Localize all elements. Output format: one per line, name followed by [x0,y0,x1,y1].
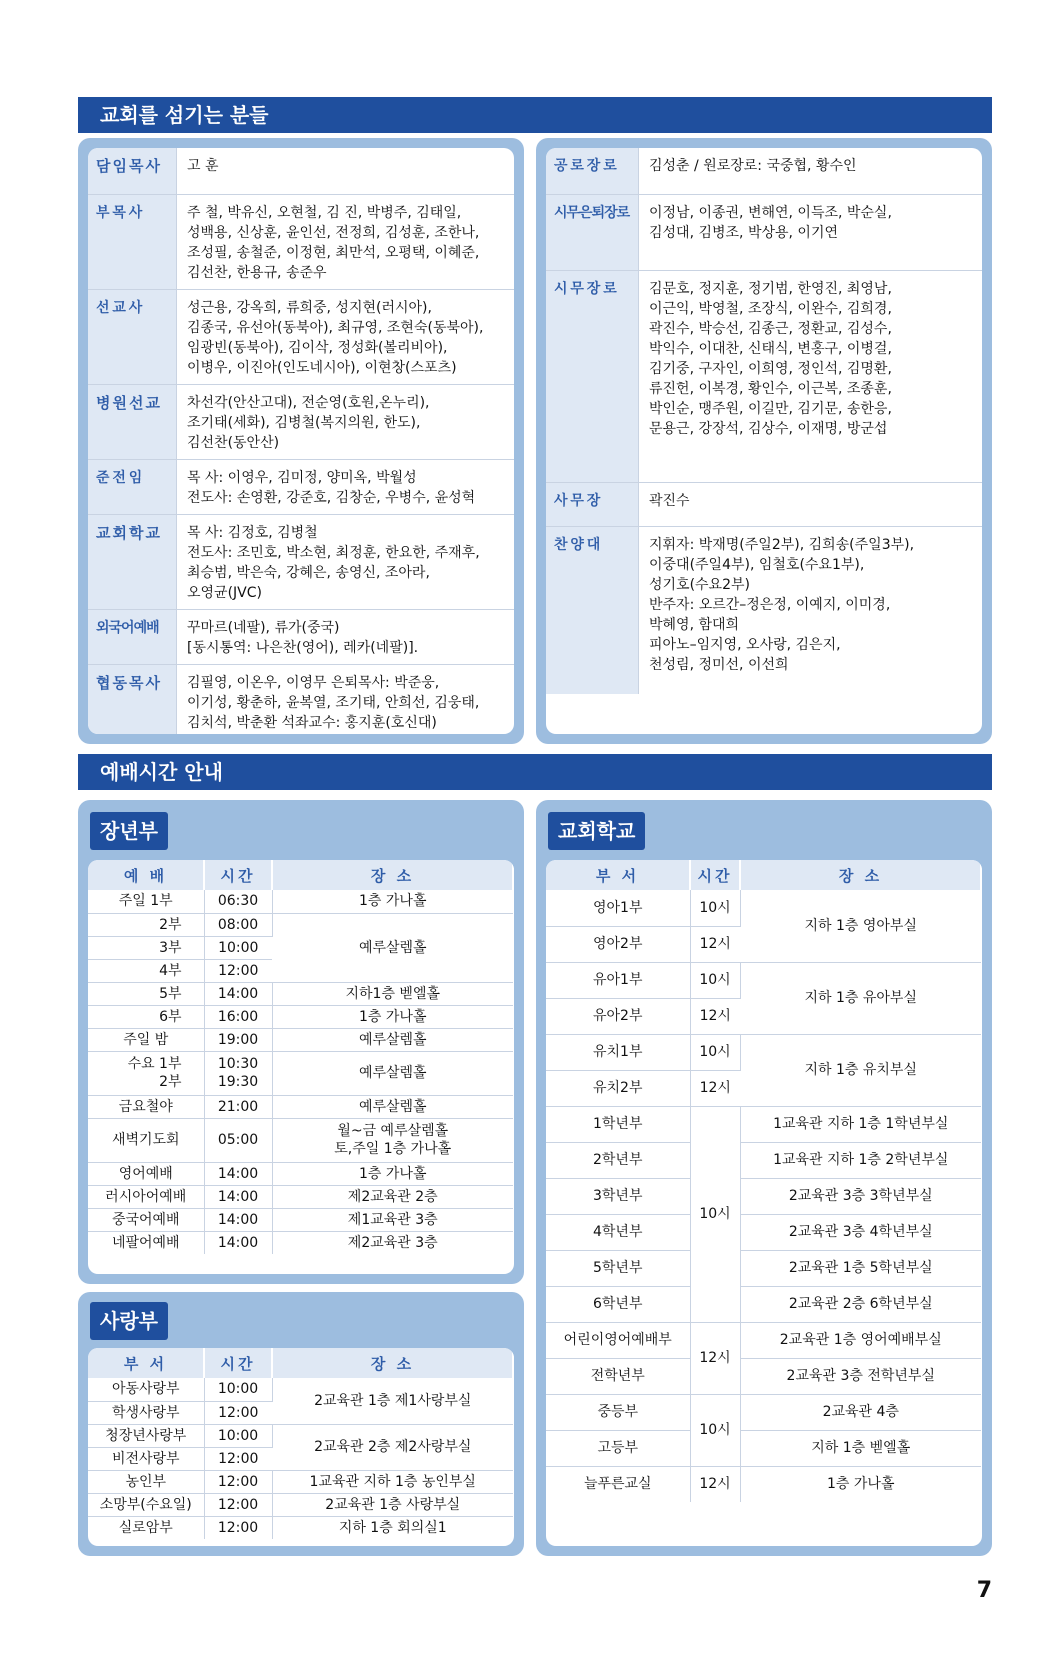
adult-place-cell: 예루살렘홀 [272,1051,513,1095]
school-time-cell: 10시 [690,890,740,926]
adult-name-cell: 주일 밤 [88,1028,204,1051]
adult-time-cell: 06:30 [204,890,272,913]
school-row [546,1358,981,1394]
adult-time-cell: 08:00 [204,913,272,936]
staff-label: 시무은퇴장로 [546,194,639,270]
school-name-cell: 영아1부 [546,890,690,926]
love-place-cell: 1교육관 지하 1층 농인부실 [272,1470,513,1493]
love-name-cell: 학생사랑부 [88,1401,204,1424]
staff-label: 공 로 장 로 [546,148,639,194]
adult-name-cell: 금요철야 [88,1095,204,1118]
adult-place-cell: 1층 가나홀 [272,890,513,913]
school-name-cell: 2학년부 [546,1142,690,1178]
adult-time-cell: 05:00 [204,1118,272,1162]
adult-time-cell: 10:30 19:30 [204,1051,272,1095]
staff-names: 이정남, 이종권, 변해연, 이득조, 박순실, 김성대, 김병조, 박상용, 이기연 [639,194,983,270]
staff-names: 김필영, 이온우, 이영무 은퇴목사: 박준웅, 이기성, 황춘하, 윤복열, 조기태, 안희선, 김웅태, 김치석, 박춘환 석좌교수: 홍지훈(호신대) [187,674,480,731]
love-name-cell: 비전사랑부 [88,1447,204,1470]
staff-label: 외국어예배 [88,609,177,664]
staff-names: 성근용, 강옥희, 류희중, 성지현(러시아), 김종국, 유선아(동북아), 최규영, 조현숙(동북아), 임광빈(동북아), 김이삭, 정성화(볼리비아), 이병우, 이진아(인도네시아), 이현창(스포츠) [177,289,515,384]
love-time-cell: 12:00 [204,1516,272,1539]
school-name-cell: 유치1부 [546,1034,690,1070]
school-time-cell: 12시 [690,998,740,1034]
school-row [546,1286,981,1322]
school-place-cell: 지하 1층 유아부실 [740,962,981,1034]
school-place-cell: 1교육관 지하 1층 2학년부실 [740,1142,981,1178]
school-name-cell: 유치2부 [546,1070,690,1106]
adult-name-cell: 6부 [88,1005,204,1028]
love-place-cell: 2교육관 1층 제1사랑부실 [272,1378,513,1424]
school-name-cell: 6학년부 [546,1286,690,1322]
staff-section-title: 교회를 섬기는 분들 [78,97,992,133]
school-place-cell: 2교육관 3층 전학년부실 [740,1358,981,1394]
staff-names: 곽진수 [639,482,983,526]
school-name-cell: 4학년부 [546,1214,690,1250]
school-place-cell: 1층 가나홀 [827,1476,895,1493]
staff-right-panel [536,138,992,744]
staff-row [88,664,514,734]
adult-time-cell: 12:00 [204,959,272,982]
adult-row [88,1028,513,1051]
school-time-cell: 10시 [690,962,740,998]
staff-names: 목 사: 김정호, 김병철 전도사: 조민호, 박소현, 최정훈, 한요한, 주재후, 최승범, 박은숙, 강혜은, 송영신, 조아라, 오영균(JVC) [177,514,515,609]
staff-row [88,289,514,384]
school-row [546,1322,981,1358]
adult-time-cell: 14:00 [204,982,272,1005]
adult-header-place: 장 소 [272,860,513,890]
adult-place-cell: 예루살렘홀 [272,1028,513,1051]
adult-name-cell: 네팔어예배 [88,1231,204,1254]
adult-name-cell: 중국어예배 [88,1208,204,1231]
adult-time-cell: 14:00 [204,1231,272,1254]
adult-place-cell: 1층 가나홀 [272,1005,513,1028]
adult-time-cell: 19:00 [204,1028,272,1051]
love-name-cell: 실로암부 [88,1516,204,1539]
staff-label: 부 목 사 [88,194,177,289]
staff-label: 교회학교 [88,514,177,609]
adult-place-cell: 월~금 예루살렘홀 토,주일 1층 가나홀 [272,1118,513,1162]
school-row [546,1250,981,1286]
staff-names: 고 훈 [177,148,515,194]
love-time-cell: 10:00 [204,1378,272,1401]
adult-row [88,1118,513,1162]
school-panel [536,800,992,1556]
school-place-cell: 2교육관 3층 3학년부실 [740,1178,981,1214]
staff-names: 목 사: 이영우, 김미정, 양미옥, 박월성 전도사: 손영환, 강준호, 김창순, 우병수, 윤성혁 [177,459,515,514]
staff-row [546,270,982,482]
staff-names: 꾸마르(네팔), 류가(중국) [동시통역: 나은찬(영어), 레카(네팔)]. [177,609,515,664]
love-name-cell: 소망부(수요일) [88,1493,204,1516]
staff-row [546,148,982,194]
staff-label: 시 무 장 로 [546,270,639,482]
love-time-cell: 10:00 [204,1424,272,1447]
staff-names: 김문호, 정지훈, 정기범, 한영진, 최영남, 이근익, 박영철, 조장식, 이완수, 김희경, 곽진수, 박승선, 김종근, 정환교, 김성수, 박익수, 이대찬, 신태식, 변홍구, 이병걸, 김기중, 구자인, 이희영, 정인석, 김명환, 류진헌, 이복경, 황인수, 이근복, 조종훈, 박인순, 맹주원, 이길만, 김기문, 송한응, 문용근, 강장석, 김상수, 이재명, 방군섭 [639,270,983,482]
adult-name-cell: 주일 1부 [88,890,204,913]
school-row [546,1034,981,1070]
love-name-cell: 청장년사랑부 [88,1424,204,1447]
love-name-cell: 아동사랑부 [88,1378,204,1401]
adult-place-cell: 예루살렘홀 [272,1095,513,1118]
staff-row [546,482,982,526]
school-place-cell: 1교육관 지하 1층 1학년부실 [740,1106,981,1142]
love-header-dept: 부 서 [88,1348,204,1378]
staff-names: 주 철, 박유신, 오현철, 김 진, 박병주, 김태일, 성백용, 신상훈, 윤인선, 전정희, 김성훈, 조한나, 조성필, 송철준, 이정현, 최만석, 오평택, 이혜준, 김선찬, 한용규, 송준우 [177,194,515,289]
school-header-time: 시간 [690,860,740,890]
adult-row [88,1208,513,1231]
adult-name-cell: 새벽기도회 [88,1118,204,1162]
staff-label: 선 교 사 [88,289,177,384]
love-place-cell: 2교육관 2층 제2사랑부실 [272,1424,513,1470]
staff-row [88,148,514,194]
school-place-cell: 지하 1층 벧엘홀 [740,1430,981,1466]
adult-row [88,982,513,1005]
love-header-place: 장 소 [272,1348,513,1378]
staff-label: 담임목사 [88,148,177,194]
love-name-cell: 농인부 [88,1470,204,1493]
school-row [546,1214,981,1250]
adult-header-time: 시간 [204,860,272,890]
adult-name-cell: 4부 [88,959,204,982]
love-panel [78,1292,524,1556]
school-row [546,1142,981,1178]
school-name-cell: 1학년부 [546,1106,690,1142]
staff-row [546,194,982,270]
adult-name-cell: 영어예배 [88,1162,204,1185]
school-time-cell: 10시 [690,1034,740,1070]
school-row [546,1178,981,1214]
adult-time-cell: 14:00 [204,1208,272,1231]
adult-row [88,1005,513,1028]
staff-label: 사 무 장 [546,482,639,526]
staff-label: 병원선교 [88,384,177,459]
school-name-cell: 전학년부 [546,1358,690,1394]
school-time-cell: 10시 [690,1106,740,1322]
school-name-cell: 3학년부 [546,1178,690,1214]
adult-row [88,1095,513,1118]
adult-time-cell: 21:00 [204,1095,272,1118]
love-time-cell: 12:00 [204,1493,272,1516]
adult-row [88,1162,513,1185]
school-row [546,1466,981,1502]
worship-section-title: 예배시간 안내 [78,754,992,790]
love-row [88,1470,513,1493]
page-number: 7 [976,1578,992,1603]
adult-place-cell: 예루살렘홀 [272,913,513,982]
adult-place-cell: 지하1층 벧엘홀 [272,982,513,1005]
staff-left-table [88,148,514,734]
staff-names: 지휘자: 박재명(주일2부), 김희송(주일3부), 이중대(주일4부), 임철호(수요1부), 성기호(수요2부) 반주자: 오르간–정은정, 이예지, 이미경, 박혜영, 함대희 피아노–임지영, 오사랑, 김은지, 천성림, 정미선, 이선희 [649,536,915,673]
staff-row [88,609,514,664]
school-place-cell: 지하 1층 유치부실 [740,1034,981,1106]
school-place-cell: 2교육관 1층 5학년부실 [740,1250,981,1286]
adult-place-cell: 제2교육관 2층 [272,1185,513,1208]
school-row [546,1106,981,1142]
school-time-cell: 12시 [690,926,740,962]
love-time-cell: 12:00 [204,1447,272,1470]
school-name-cell: 유아2부 [546,998,690,1034]
school-name-cell: 유아1부 [546,962,690,998]
school-schedule-table [546,860,982,1502]
adult-row [88,890,513,913]
love-tag: 사랑부 [90,1302,168,1340]
adult-time-cell: 14:00 [204,1185,272,1208]
school-name-cell: 늘푸른교실 [546,1466,690,1502]
staff-row [88,459,514,514]
school-time-cell: 12시 [690,1322,740,1394]
love-schedule-table [88,1348,514,1539]
love-row [88,1378,513,1401]
school-header-place: 장 소 [740,860,981,890]
adult-time-cell: 14:00 [204,1162,272,1185]
adult-name-cell: 수요 1부 2부 [88,1051,204,1095]
school-place-cell: 지하 1층 영아부실 [740,890,981,962]
adult-schedule-table [88,860,514,1254]
school-place-cell: 2교육관 1층 영어예배부실 [740,1322,981,1358]
adult-tag: 장년부 [90,812,168,850]
adult-name-cell: 5부 [88,982,204,1005]
love-row [88,1493,513,1516]
school-place-cell: 2교육관 3층 4학년부실 [740,1214,981,1250]
staff-label: 협동목사 [88,664,177,734]
love-row [88,1516,513,1539]
staff-label: 준 전 임 [88,459,177,514]
love-place-cell: 2교육관 1층 사랑부실 [272,1493,513,1516]
adult-name-cell: 2부 [88,913,204,936]
school-row [546,1430,981,1466]
staff-names: 차선각(안산고대), 전순영(호원,온누리), 조기태(세화), 김병철(복지의원, 한도), 김선찬(동안산) [177,384,515,459]
staff-left-panel [78,138,524,744]
school-name-cell: 5학년부 [546,1250,690,1286]
adult-time-cell: 16:00 [204,1005,272,1028]
school-tag: 교회학교 [548,812,645,850]
adult-panel [78,800,524,1284]
school-name-cell: 고등부 [546,1430,690,1466]
adult-row [88,1231,513,1254]
school-time-cell: 12시 [690,1070,740,1106]
school-place-cell: 2교육관 4층 [740,1394,981,1430]
school-time-cell: 10시 [690,1394,740,1466]
staff-row [546,526,982,694]
adult-header-service: 예 배 [88,860,204,890]
school-time-cell: 12시 [690,1466,740,1502]
love-header-time: 시간 [204,1348,272,1378]
adult-name-cell: 3부 [88,936,204,959]
love-row [88,1424,513,1447]
love-time-cell: 12:00 [204,1401,272,1424]
school-name-cell: 영아2부 [546,926,690,962]
school-header-dept: 부 서 [546,860,690,890]
staff-row [88,514,514,609]
love-place-cell: 지하 1층 회의실1 [338,1519,447,1536]
staff-right-table [546,148,982,694]
staff-names: 김성춘 / 원로장로: 국중협, 황수인 [639,148,983,194]
adult-place-cell: 제1교육관 3층 [272,1208,513,1231]
adult-place-cell: 1층 가나홀 [272,1162,513,1185]
staff-row [88,194,514,289]
adult-row [88,1051,513,1095]
adult-place-cell: 제2교육관 3층 [347,1234,438,1251]
love-time-cell: 12:00 [204,1470,272,1493]
adult-row [88,913,513,936]
school-place-cell: 2교육관 2층 6학년부실 [740,1286,981,1322]
school-row [546,962,981,998]
school-row [546,890,981,926]
staff-label: 찬 양 대 [546,526,639,694]
adult-time-cell: 10:00 [204,936,272,959]
staff-row [88,384,514,459]
adult-row [88,1185,513,1208]
school-name-cell: 중등부 [546,1394,690,1430]
school-name-cell: 어린이영어예배부 [546,1322,690,1358]
adult-name-cell: 러시아어예배 [88,1185,204,1208]
school-row [546,1394,981,1430]
